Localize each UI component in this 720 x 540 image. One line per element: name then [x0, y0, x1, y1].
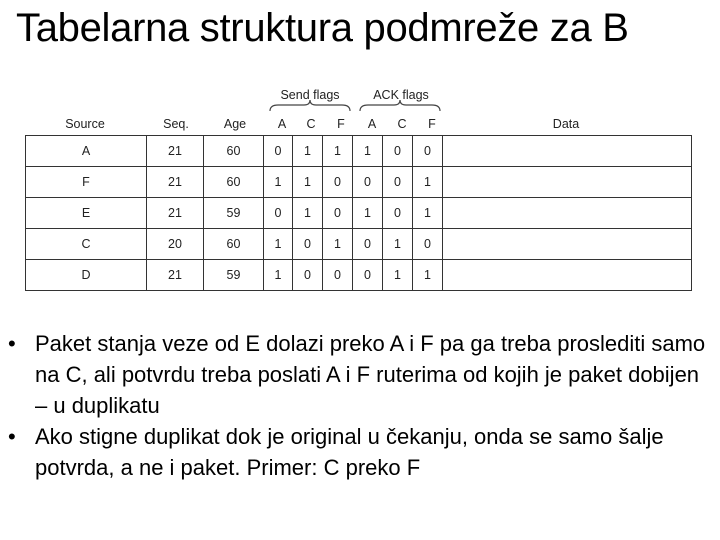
table-row [26, 136, 692, 167]
col-header-send-c: C [306, 117, 316, 131]
bullet-text: Paket stanja veze od E dolazi preko A i F pa ga treba proslediti samo na C, ali potvrdu treba poslati A i F ruterima od kojih je paket dobijen – u duplikatu [35, 331, 706, 418]
data-cell [443, 167, 692, 198]
send-flag-a-cell: 0 [264, 136, 293, 167]
ack-flags-brace [358, 99, 442, 113]
send-flag-f-cell: 0 [323, 198, 353, 229]
data-cell [443, 198, 692, 229]
ack-flag-a-cell: 0 [353, 229, 383, 260]
send-flag-c-cell: 1 [293, 198, 323, 229]
col-header-source: Source [65, 117, 105, 131]
ack-flags-label: ACK flags [373, 88, 429, 102]
send-flag-a-cell: 1 [264, 229, 293, 260]
table-row [26, 229, 692, 260]
bullet-list [0, 328, 720, 483]
age-cell: 59 [204, 260, 264, 291]
col-header-send-f: F [337, 117, 345, 131]
ack-flag-a-cell: 1 [353, 198, 383, 229]
seq-cell: 20 [147, 229, 204, 260]
table-row [26, 260, 692, 291]
send-flag-f-cell: 0 [323, 167, 353, 198]
ack-flag-a-cell: 0 [353, 260, 383, 291]
source-cell: D [26, 260, 147, 291]
bullet-marker: • [8, 331, 16, 356]
send-flag-c-cell: 0 [293, 229, 323, 260]
col-header-data: Data [552, 117, 580, 131]
data-cell [443, 136, 692, 167]
age-cell: 59 [204, 198, 264, 229]
send-flag-f-cell: 0 [323, 260, 353, 291]
ack-flag-c-cell: 0 [383, 136, 413, 167]
send-flag-f-cell: 1 [323, 229, 353, 260]
ack-flag-c-cell: 1 [383, 260, 413, 291]
bullet-marker: • [8, 424, 16, 449]
send-flag-c-cell: 1 [293, 167, 323, 198]
table-row [26, 167, 692, 198]
send-flag-c-cell: 1 [293, 136, 323, 167]
send-flag-a-cell: 1 [264, 167, 293, 198]
ack-flag-a-cell: 0 [353, 167, 383, 198]
col-header-send-a: A [277, 117, 287, 131]
bullet-item [0, 328, 706, 421]
source-cell: E [26, 198, 147, 229]
seq-cell: 21 [147, 198, 204, 229]
data-cell [443, 229, 692, 260]
slide-title: Tabelarna struktura podmreže za B [16, 6, 629, 50]
send-flag-f-cell: 1 [323, 136, 353, 167]
send-flags-brace [268, 99, 352, 113]
col-header-ack-a: A [367, 117, 377, 131]
col-header-seq: Seq. [163, 117, 189, 131]
seq-cell: 21 [147, 167, 204, 198]
source-cell: C [26, 229, 147, 260]
table-row [26, 198, 692, 229]
ack-flag-f-cell: 1 [413, 167, 443, 198]
col-header-ack-c: C [397, 117, 407, 131]
send-flag-a-cell: 0 [264, 198, 293, 229]
age-cell: 60 [204, 229, 264, 260]
send-flag-a-cell: 1 [264, 260, 293, 291]
ack-flag-c-cell: 1 [383, 229, 413, 260]
ack-flag-f-cell: 1 [413, 198, 443, 229]
source-cell: F [26, 167, 147, 198]
data-cell [443, 260, 692, 291]
col-header-ack-f: F [428, 117, 436, 131]
ack-flag-c-cell: 0 [383, 198, 413, 229]
age-cell: 60 [204, 136, 264, 167]
ack-flag-f-cell: 0 [413, 136, 443, 167]
bullet-text: Ako stigne duplikat dok je original u čekanju, onda se samo šalje potvrda, a ne i paket. Primer: C preko F [35, 424, 664, 480]
seq-cell: 21 [147, 260, 204, 291]
link-state-table [25, 135, 692, 291]
bullet-item [0, 421, 706, 483]
ack-flag-f-cell: 1 [413, 260, 443, 291]
ack-flag-c-cell: 0 [383, 167, 413, 198]
ack-flag-f-cell: 0 [413, 229, 443, 260]
seq-cell: 21 [147, 136, 204, 167]
age-cell: 60 [204, 167, 264, 198]
source-cell: A [26, 136, 147, 167]
send-flags-label: Send flags [280, 88, 340, 102]
send-flag-c-cell: 0 [293, 260, 323, 291]
ack-flag-a-cell: 1 [353, 136, 383, 167]
col-header-age: Age [223, 117, 247, 131]
